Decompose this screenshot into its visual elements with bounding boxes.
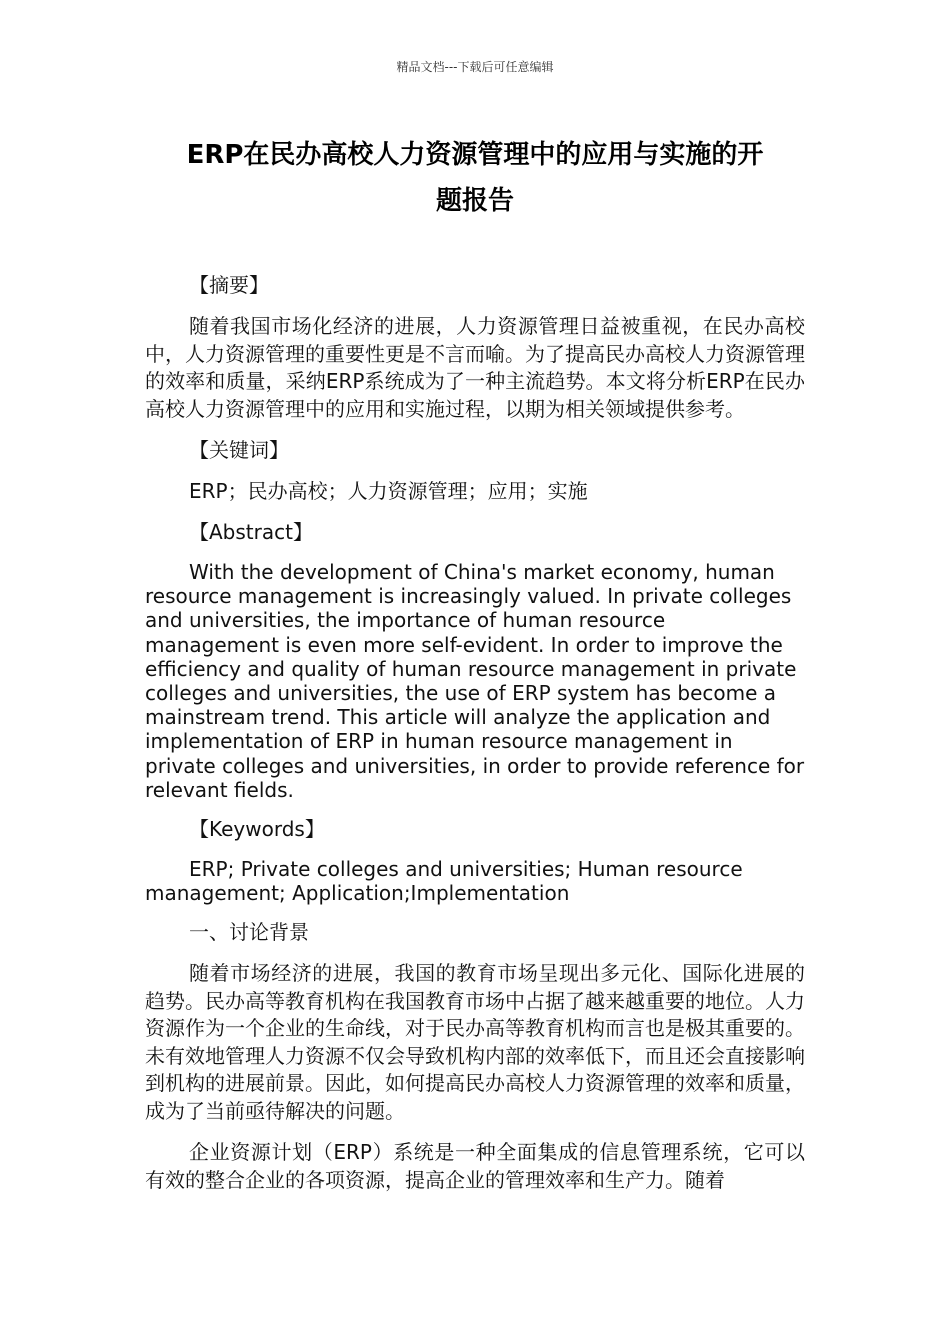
document-body bbox=[145, 272, 805, 1208]
keywords-cn-heading: 【关键词】 bbox=[189, 438, 289, 462]
section1-paragraph-1: 随着市场经济的进展，我国的教育市场呈现出多元化、国际化进展的趋势。民办高等教育机构在我国教育市场中占据了越来越重要的地位。人力资源作为一个企业的生命线，对于民办高等教育机构而言也是极其重要的。未有效地管理人力资源不仅会导致机构内部的效率低下，而且还会直接影响到机构的进展前景。因此，如何提高民办高校人力资源管理的效率和质量，成为了当前亟待解决的问题。 bbox=[145, 961, 805, 1123]
section1-paragraph-2: 企业资源计划（ERP）系统是一种全面集成的信息管理系统，它可以有效的整合企业的各项资源，提高企业的管理效率和生产力。随着 bbox=[145, 1140, 805, 1192]
keywords-cn-text: ERP；民办高校；人力资源管理；应用；实施 bbox=[189, 479, 588, 503]
abstract-cn-heading: 【摘要】 bbox=[189, 273, 269, 297]
document-title bbox=[145, 132, 805, 224]
title-line-2: 题报告 bbox=[435, 186, 514, 216]
keywords-en-text: ERP; Private colleges and universities; Human resource management; Application;Implementation bbox=[145, 857, 743, 906]
keywords-en-heading: 【Keywords】 bbox=[189, 817, 325, 842]
abstract-en-text: With the development of China's market economy, human resource management is increasingly valued. In private colleges and universities, the importance of human resource management is even more self-evident. In order to improve the efficiency and quality of human resource management in private colleges and universities, the use of ERP system has become a mainstream trend. This article will analyze the application and implementation of ERP in human resource management in private colleges and universities, in order to provide reference for relevant fields. bbox=[145, 560, 805, 802]
page-header-note: 精品文档---下载后可任意编辑 bbox=[396, 60, 554, 74]
section1-heading: 一、讨论背景 bbox=[189, 920, 309, 945]
title-line-1: ERP在民办高校人力资源管理中的应用与实施的开 bbox=[186, 140, 764, 170]
abstract-en-heading: 【Abstract】 bbox=[189, 520, 313, 544]
abstract-cn-text: 随着我国市场化经济的进展，人力资源管理日益被重视，在民办高校中，人力资源管理的重要性更是不言而喻。为了提高民办高校人力资源管理的效率和质量，采纳ERP系统成为了一种主流趋势。本文将分析ERP在民办高校人力资源管理中的应用和实施过程，以期为相关领域提供参考。 bbox=[145, 314, 805, 421]
